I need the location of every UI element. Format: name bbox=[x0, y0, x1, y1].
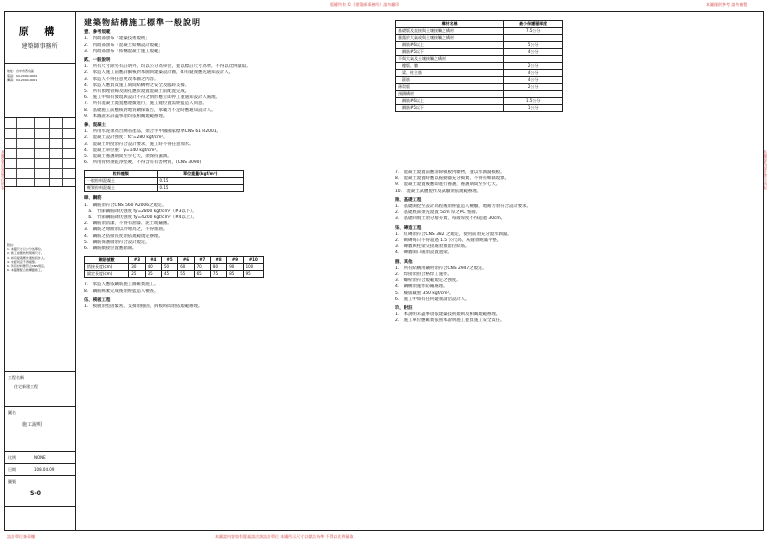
note-line: 1. 本說明未盡事項依建築技術規則及相關規範辦理。 bbox=[395, 312, 501, 318]
table-cell: 基礎版及直接與土壤接觸之構材 bbox=[396, 28, 504, 35]
watermark-bottom-left: 設計單位簽章欄 bbox=[7, 534, 35, 539]
contact-line: 傳真：04-2000-0001 bbox=[7, 78, 38, 82]
table-cell: 2公分 bbox=[504, 63, 563, 70]
note-line: 9. 本圖說未詳盡事項均依相關規範辦理。 bbox=[84, 113, 168, 119]
note-line: 3. 磚牆與柱梁交接處須預留拉結筋。 bbox=[395, 244, 470, 250]
note-line: 7. 所有混凝土澆置應連續進行，施工縫位置需經監造人同意。 bbox=[84, 101, 207, 107]
section-heading: 柒、磚造工程 bbox=[395, 225, 422, 231]
section-block bbox=[84, 30, 334, 166]
table-cell: 55 bbox=[178, 271, 194, 278]
table-row bbox=[396, 70, 563, 77]
table-cell: 梁、柱主筋 bbox=[396, 70, 504, 77]
project-box bbox=[4, 371, 75, 402]
table-cell: 搭接長度(cm) bbox=[85, 264, 129, 271]
watermark-side-right: 本圖說為設計單位所有 bbox=[763, 150, 768, 190]
note-line: 7. 混凝土澆置前應清除模板內雜物，並以水潤濕模板。 bbox=[395, 170, 505, 175]
table-row bbox=[396, 84, 563, 91]
note-line: 6. 施工中如有發現與設計不符之情形應立即停工並通知設計人處理。 bbox=[84, 95, 220, 101]
drawing-label: 圖名 bbox=[8, 410, 16, 415]
table-header-cell: #9 bbox=[227, 257, 243, 264]
date-value: 108.04.09 bbox=[34, 467, 55, 472]
note-line: 3. 鋼筋之彎曲須以冷彎為之，不得加熱。 bbox=[84, 227, 168, 233]
table-row bbox=[396, 98, 563, 105]
note-line: 4. 混凝土單位重：γ=140 kgf/cm²。 bbox=[84, 147, 161, 153]
table-header-cell: #7 bbox=[194, 257, 210, 264]
table-cell: 0.15 bbox=[157, 178, 243, 185]
section-heading: 玖、附註 bbox=[395, 306, 413, 312]
table-header-cell: 粒料種類 bbox=[85, 171, 158, 178]
table-cell: 80 bbox=[210, 264, 226, 271]
table-header-cell: #5 bbox=[161, 257, 177, 264]
table-cell: 4公分 bbox=[504, 70, 563, 77]
note-line: 4. 未經同意不得複製。 bbox=[7, 259, 38, 264]
note-line: 附註： bbox=[7, 243, 17, 247]
note-line: 7. 承造人應依鋼筋施工圖確實施工。 bbox=[84, 282, 159, 288]
sheet-number-box bbox=[4, 475, 75, 507]
table-cell: 75 bbox=[210, 271, 226, 278]
note-line: 2. 鋼筋須清潔，不得有油漆、泥土或鏽蝕。 bbox=[84, 221, 172, 227]
section-heading: 肆、鋼筋 bbox=[84, 196, 102, 202]
table-cell: 35 bbox=[145, 271, 161, 278]
note-line: 6. 所用骨材須乾淨堅硬，不得含有有害物質，(CNS 3090) bbox=[84, 160, 202, 166]
note-line: 1. 所用水泥須為台灣省產品，須合乎中國國家標準CNS 61 R2001。 bbox=[84, 129, 221, 135]
note-line: 5. 樓版載重 350 kgf/cm²。 bbox=[395, 290, 454, 296]
table-cell bbox=[504, 91, 563, 98]
table-cell: 0.15 bbox=[157, 185, 243, 192]
table-cell: 90 bbox=[227, 264, 243, 271]
note-line: 1. 基礎開挖至設計高程後須經監造人檢驗，地耐力須符合設計要求。 bbox=[395, 204, 531, 210]
table-cell: 不與大氣及土壤接觸之構材 bbox=[396, 56, 504, 63]
table-header-cell: #8 bbox=[210, 257, 226, 264]
table-cell: 4公分 bbox=[504, 49, 563, 56]
table-cell: 95 bbox=[243, 271, 263, 278]
section-heading: 陸、基礎工程 bbox=[395, 197, 422, 203]
note-line: 3. 內政部頒布「結構混凝土施工規範」 bbox=[84, 48, 163, 54]
project-value: 住宅新建工程 bbox=[14, 384, 38, 389]
note-line: 1. 內政部頒布「建築技術規則」 bbox=[84, 36, 150, 42]
scale-label: 比例 bbox=[8, 455, 16, 460]
table-cell: 40 bbox=[145, 264, 161, 271]
table-row bbox=[85, 271, 264, 278]
note-line: 3. 螺栓須符合規範規定之強度。 bbox=[395, 278, 461, 284]
section-heading: 貳、一般說明 bbox=[84, 58, 111, 64]
notes-column-right bbox=[395, 170, 755, 325]
note-line: 2. 施工單位應確實依照本說明施工並負施工安全責任。 bbox=[395, 318, 505, 324]
table-cell: 鋼筋#6以上 bbox=[396, 98, 504, 105]
section-heading: 壹、參考規範 bbox=[84, 30, 111, 36]
table-cell: 1公分 bbox=[504, 105, 563, 112]
table-cell: 樓版、牆 bbox=[396, 63, 504, 70]
sheet-label: 圖號 bbox=[8, 479, 16, 484]
note-line: 1. 模板須堅固緊密，支撐須穩固，拆模時間須依規範辦理。 bbox=[84, 303, 203, 309]
table-header-cell: #10 bbox=[243, 257, 263, 264]
note-line: 9. 混凝土澆置後應即進行養護，養護期間至少七天。 bbox=[395, 182, 501, 188]
sheet-value: S-0 bbox=[30, 490, 41, 497]
lap-length-table bbox=[84, 256, 264, 278]
scale-value: NONE bbox=[34, 455, 46, 460]
note-line: 1. 所有尺寸除另有註明外，均以公分為單位，並以標註尺寸為準，不得以比例量取。 bbox=[84, 64, 251, 70]
project-label: 工程名稱 bbox=[8, 375, 24, 380]
watermark-top-right: 本圖僅供參考 請勿複製 bbox=[706, 2, 748, 7]
note-line: 8. 基礎施工前應核對地質鑽探報告，承載力不足時應通知設計人。 bbox=[84, 107, 216, 113]
note-line: 3. 基礎回填土須分層夯實，每層厚度不得超過 30cm。 bbox=[395, 216, 506, 222]
table-header-cell: 構材名稱 bbox=[396, 21, 504, 28]
table-header-row bbox=[396, 21, 563, 28]
table-header-cell: #6 bbox=[178, 257, 194, 264]
table-cell: 25 bbox=[129, 271, 145, 278]
table-cell: 薄殼版 bbox=[396, 84, 504, 91]
table-cell: 鋼筋#5以下 bbox=[396, 105, 504, 112]
note-line: 1. 所有結構用鋼材須符合CNS 2947之規定。 bbox=[395, 265, 487, 271]
note-line: 2. 承造人施工前應詳細核對本圖與建築設計圖，如有疑義應先通知設計人。 bbox=[84, 70, 234, 76]
date-label: 日期 bbox=[8, 467, 16, 472]
note-line: 3. 混凝土坍度須符合設計要求，施工時不得任意加水。 bbox=[84, 141, 194, 147]
section-block bbox=[84, 282, 334, 310]
table-header-cell: 最小保護層厚度 bbox=[504, 21, 563, 28]
table-cell: 箍筋 bbox=[396, 77, 504, 84]
note-line: 2. 混凝土設計強度：fc'=280 kgf/cm²。 bbox=[84, 135, 168, 141]
note-line: 2. 基礎底部須先澆置 5cm 厚之PC 墊層。 bbox=[395, 210, 481, 216]
table-header-cell: #3 bbox=[129, 257, 145, 264]
revision-grid bbox=[4, 117, 75, 187]
table-row bbox=[396, 63, 563, 70]
note-line: 2. 施工前應核對現場尺寸。 bbox=[7, 251, 44, 256]
note-line: 6. 施工中如有任何疑義請洽設計人。 bbox=[395, 296, 470, 302]
note-line: 5. 所有材料應符合CNS規定。 bbox=[7, 264, 48, 269]
table-row bbox=[85, 178, 244, 185]
note-line: 5. 鋼筋保護層須符合設計規定。 bbox=[84, 239, 150, 245]
cover-thickness-table bbox=[395, 20, 563, 112]
table-cell: 100 bbox=[243, 264, 263, 271]
table-cell: 45 bbox=[161, 271, 177, 278]
note-line: 4. 鋼構須施作防鏽處理。 bbox=[395, 284, 448, 290]
note-line: a. 竹節鋼筋降伏強度 fy=2800 kgf/cm²（#3以下）。 bbox=[84, 208, 197, 214]
note-line: 4. 鋼筋之搭接長度須依規範規定辦理。 bbox=[84, 233, 163, 239]
table-cell: 65 bbox=[194, 271, 210, 278]
unit-weight-table bbox=[84, 170, 244, 192]
drawing-name-box bbox=[4, 406, 75, 437]
table-cell: 2公分 bbox=[504, 84, 563, 91]
note-line: 10. 混凝土試體製作及試驗須依規範辦理。 bbox=[395, 188, 482, 194]
note-line: 3. 承造人不得任意更改本圖之內容。 bbox=[84, 76, 159, 82]
table-row bbox=[396, 28, 563, 35]
note-line: 6. 鋼筋續接位置應錯開。 bbox=[84, 246, 137, 252]
firm-header bbox=[4, 11, 75, 64]
table-cell: 1.5公分 bbox=[504, 98, 563, 105]
table-cell: 60 bbox=[178, 264, 194, 271]
table-cell: 鋼筋#5以下 bbox=[396, 49, 504, 56]
note-line: 8. 混凝土澆置時應以振動器充分搗實，不得有蜂窩現象。 bbox=[395, 176, 509, 182]
note-line: 6. 本圖應配合結構圖施工。 bbox=[7, 268, 44, 273]
notes-column-left bbox=[84, 20, 334, 310]
drawing-value: 施工說明 bbox=[22, 422, 43, 428]
table-header-cell: 鋼筋號數 bbox=[85, 257, 129, 264]
section-heading: 伍、模板工程 bbox=[84, 297, 111, 303]
note-line: 5. 所有預埋管線及開孔應於澆置混凝土前配置完成。 bbox=[84, 89, 190, 95]
note-line: 4. 承造人應負責施工期間結構物之安全及臨時支撐。 bbox=[84, 82, 190, 88]
table-cell: 7.5公分 bbox=[504, 28, 563, 35]
table-row bbox=[85, 264, 264, 271]
firm-contact bbox=[7, 69, 73, 83]
table-cell bbox=[504, 35, 563, 42]
table-cell: 70 bbox=[194, 264, 210, 271]
table-header-cell: #4 bbox=[145, 257, 161, 264]
table-row bbox=[85, 185, 244, 192]
note-line: 2. 內政部頒布「混凝土結構設計規範」 bbox=[84, 42, 163, 48]
table-row bbox=[396, 49, 563, 56]
section-heading: 捌、其他 bbox=[395, 259, 413, 265]
note-line: 2. 砌磚每日不得超過 1.5 公尺高，灰縫須飽滿平整。 bbox=[395, 238, 502, 244]
table-cell: 4公分 bbox=[504, 77, 563, 84]
table-row bbox=[396, 35, 563, 42]
section-block bbox=[395, 170, 755, 325]
table-cell: 5公分 bbox=[504, 42, 563, 49]
table-cell: 30 bbox=[129, 264, 145, 271]
contact-line: 地址：台中市西屯區 bbox=[7, 69, 35, 73]
table-cell: 鋼筋#6以上 bbox=[396, 42, 504, 49]
note-line: 1. 本圖尺寸以公分為單位。 bbox=[7, 247, 44, 252]
table-header-row bbox=[85, 171, 244, 178]
section-block bbox=[84, 196, 334, 252]
table-header-cell: 單位重量(kgf/m³) bbox=[157, 171, 243, 178]
note-line: 2. 焊接須由合格焊工施作。 bbox=[395, 272, 452, 278]
note-line: 8. 鋼筋綁紮完成後須經監造人檢查。 bbox=[84, 288, 159, 294]
note-line: b. 竹節鋼筋降伏強度 fy=4200 kgf/cm²（#4以上）。 bbox=[84, 215, 197, 221]
table-row bbox=[396, 42, 563, 49]
table-row bbox=[396, 105, 563, 112]
note-line: 5. 混凝土養護期間至少七天，須保持濕潤。 bbox=[84, 154, 172, 160]
note-line: 1. 紅磚須符合CNS 382 之規定，使用前須充分澆水潤濕。 bbox=[395, 231, 512, 237]
table-header-row bbox=[85, 257, 264, 264]
firm-logo: 原 構 bbox=[18, 27, 61, 38]
note-line: 3. 如有疑義應先通知設計人。 bbox=[7, 255, 47, 260]
table-cell: 50 bbox=[161, 264, 177, 271]
table-row bbox=[396, 91, 563, 98]
title-block bbox=[4, 11, 76, 531]
table-cell: 暴露於大氣或與土壤接觸之構材 bbox=[396, 35, 504, 42]
contact-line: 電話：04-2000-0000 bbox=[7, 73, 38, 78]
table-row bbox=[396, 56, 563, 63]
note-line: 4. 磚牆開口處須設置過梁。 bbox=[395, 250, 452, 256]
table-cell bbox=[504, 56, 563, 63]
table-cell: 錨定長度(cm) bbox=[85, 271, 129, 278]
document-title: 建築物結構施工標準一般說明 bbox=[84, 18, 201, 27]
table-cell: 預鑄構材 bbox=[396, 91, 504, 98]
general-notes bbox=[7, 243, 73, 272]
watermark-side-left: 本圖說為設計單位所有 bbox=[1, 150, 6, 190]
note-line: 1. 鋼筋須符合CNS 560 A2006之規定。 bbox=[84, 202, 167, 208]
table-cell: 85 bbox=[227, 271, 243, 278]
table-row bbox=[396, 77, 563, 84]
table-cell: 一般粒料混凝土 bbox=[85, 178, 158, 185]
firm-name: 建築師事務所 bbox=[21, 43, 58, 50]
section-heading: 參、混凝土 bbox=[84, 123, 106, 129]
watermark-bottom: 本圖說內容如有疑義請洽詢設計單位 本圖所示尺寸以標註為準 不得以比例量取 bbox=[215, 534, 354, 539]
table-cell: 輕質粒料混凝土 bbox=[85, 185, 158, 192]
watermark-top: 版權所有 ©《建築師事務所》請勿翻印 bbox=[330, 2, 400, 7]
